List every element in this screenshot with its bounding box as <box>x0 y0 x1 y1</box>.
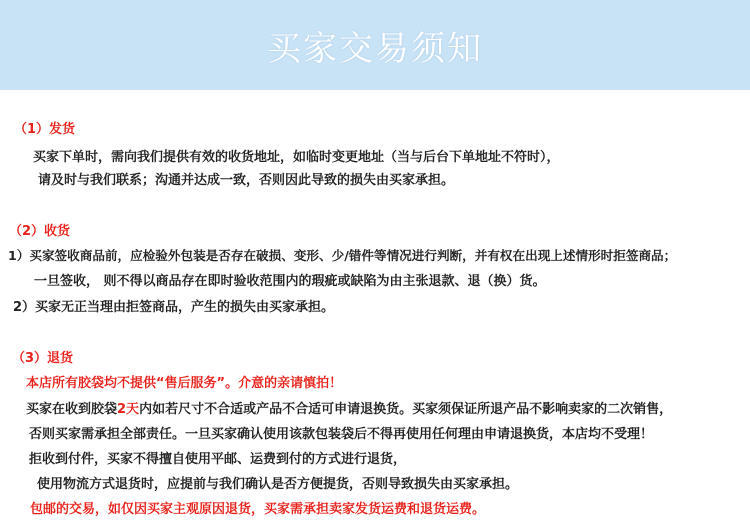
section-heading-receiving: （2）收货 <box>9 224 71 239</box>
receiving-text-line-2: 一旦签收， 则不得以商品存在即时验收范围内的瑕疵或缺陷为由主张退款、退（换）货。 <box>34 274 546 289</box>
returns-text-line-1-end: 内如若尺寸不合适或产品不合适可申请退换货。买家须保证所退产品不影响卖家的二次销售， <box>139 402 673 417</box>
returns-footer-note: 包邮的交易，如仅因买家主观原因退货，买家需承担卖家发货运费和退货运费。 <box>30 502 486 517</box>
returns-text-line-4: 使用物流方式退货时，应提前与我们确认是否方便提货，否则导致损失由买家承担。 <box>37 477 519 492</box>
shipping-text-line-1: 买家下单时，需向我们提供有效的收货地址，如临时变更地址（当与后台下单地址不符时）， <box>33 150 560 165</box>
returns-text-line-2: 否则买家需承担全部责任。一旦买家确认使用该款包装袋后不得再使用任何理由申请退换货，本店均不受理！ <box>29 427 654 442</box>
return-period-highlight: 2天 <box>117 402 140 417</box>
returns-text-line-3: 拒收到付件，买家不得擅自使用平邮、运费到付的方式进行退货， <box>29 452 407 467</box>
header-banner <box>0 0 750 90</box>
returns-warning: 本店所有胶袋均不提供“售后服务”。介意的亲请慎拍！ <box>26 376 343 391</box>
section-heading-shipping: （1）发货 <box>14 122 76 137</box>
returns-text-line-1 <box>26 398 672 417</box>
returns-text-line-1-start: 买家在收到胶袋 <box>26 402 118 417</box>
receiving-text-line-3: 2）买家无正当理由拒签商品，产生的损失由买家承担。 <box>13 300 335 315</box>
receiving-text-line-1: 1）买家签收商品前，应检验外包装是否存在破损、变形、少/错件等情况进行判断，并有权在出现上述情形时拒签商品； <box>8 248 677 263</box>
section-heading-returns: （3）退货 <box>12 351 74 366</box>
shipping-text-line-2: 请及时与我们联系；沟通并达成一致，否则因此导致的损失由买家承担。 <box>38 173 455 188</box>
page-title: 买家交易须知 <box>267 28 483 69</box>
